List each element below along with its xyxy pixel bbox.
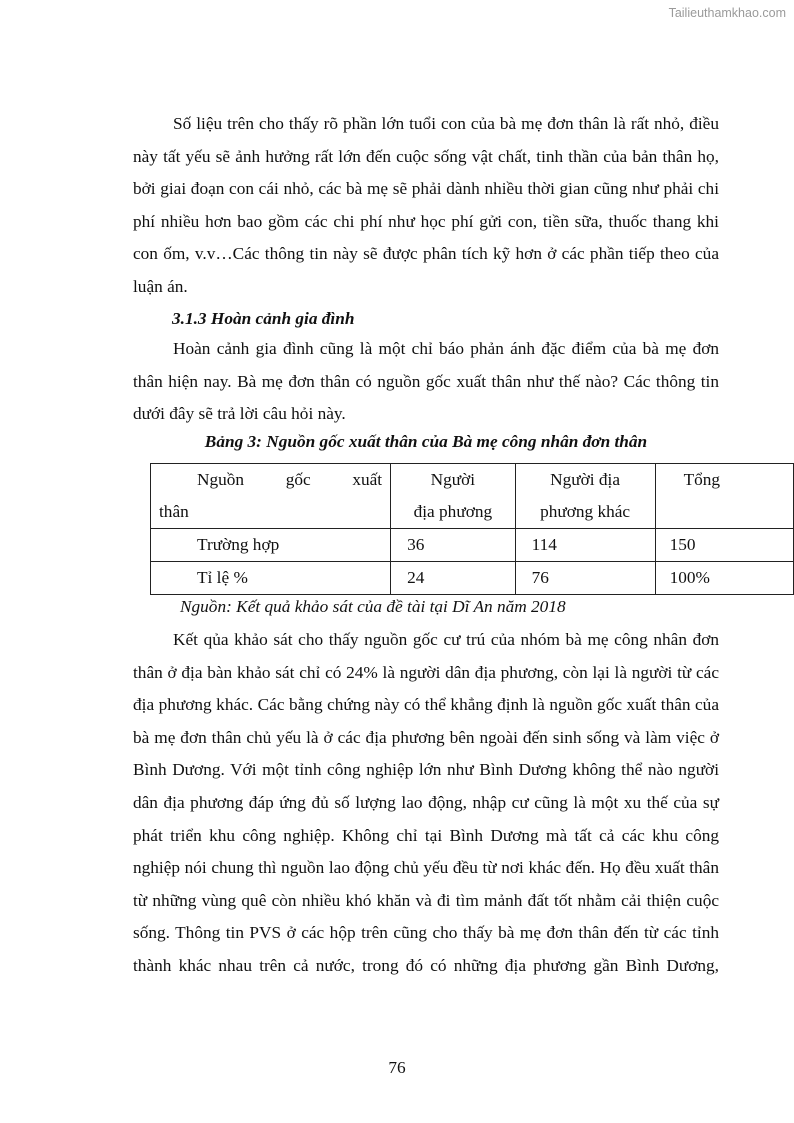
table-row xyxy=(151,562,794,595)
table-row xyxy=(151,529,794,562)
table-header-row xyxy=(151,464,794,529)
page-number: 76 xyxy=(388,1058,406,1077)
header-total: Tổng xyxy=(655,464,793,529)
table-cell: 100% xyxy=(655,562,793,595)
table-caption: Bảng 3: Nguồn gốc xuất thân của Bà mẹ công nhân đơn thân xyxy=(204,432,648,451)
table-cell: Tỉ lệ % xyxy=(151,562,391,595)
paragraph-1: Số liệu trên cho thấy rõ phần lớn tuổi con của bà mẹ đơn thân là rất nhỏ, điều này tất yếu sẽ ảnh hưởng rất lớn đến cuộc sống vật chất, tinh thần của bản thân họ, bởi giai đoạn con cái nhỏ, các bà mẹ sẽ phải dành nhiều thời gian cũng như phải chi phí nhiều hơn bao gồm các chi phí như học phí gửi con, tiền sữa, thuốc thang khi con ốm, v.v…Các thông tin này sẽ được phân tích kỹ hơn ở các phần tiếp theo của luận án. xyxy=(133,114,719,296)
table-cell: 150 xyxy=(655,529,793,562)
section-heading: 3.1.3 Hoàn cảnh gia đình xyxy=(172,309,355,328)
table-cell: 114 xyxy=(515,529,655,562)
paragraph-3: Kết qủa khảo sát cho thấy nguồn gốc cư trú của nhóm bà mẹ công nhân đơn thân ở địa bàn khảo sát chỉ có 24% là người dân địa phương, còn lại là người từ các địa phương khác. Các bằng chứng này có thể khẳng định là nguồn gốc xuất thân của bà mẹ đơn thân chủ yếu là ở các địa phương bên ngoài đến sinh sống và làm việc ở Bình Dương. Với một tỉnh công nghiệp lớn như Bình Dương không thể nào người dân địa phương đáp ứng đủ số lượng lao động, nhập cư cũng là một xu thế của sự phát triển khu công nghiệp. Không chỉ tại Bình Dương mà tất cả các khu công nghiệp nói chung thì nguồn lao động chủ yếu đều từ nơi khác đến. Họ đều xuất thân từ những vùng quê còn nhiều khó khăn và đi tìm mảnh đất tốt nhằm cải thiện cuộc sống. Thông tin PVS ở các hộp trên cũng cho thấy bà mẹ đơn thân đến từ các tỉnh thành khác nhau trên cả nước, trong đó có những địa phương gần Bình Dương, xyxy=(133,630,719,975)
watermark: Tailieuthamkhao.com xyxy=(668,6,786,20)
header-local: Người địa phương xyxy=(391,464,516,529)
header-origin: Nguồn gốc xuất thân xyxy=(151,464,391,529)
table-cell: 24 xyxy=(391,562,516,595)
table-cell: 76 xyxy=(515,562,655,595)
table-cell: 36 xyxy=(391,529,516,562)
table-source: Nguồn: Kết quả khảo sát của đề tài tại Dĩ An năm 2018 xyxy=(180,597,566,616)
table-cell: Trường hợp xyxy=(151,529,391,562)
origin-table xyxy=(150,463,794,595)
paragraph-2: Hoàn cảnh gia đình cũng là một chỉ báo phản ánh đặc điểm của bà mẹ đơn thân hiện nay. Bà mẹ đơn thân có nguồn gốc xuất thân như thế nào? Các thông tin dưới đây sẽ trả lời câu hỏi này. xyxy=(133,339,719,424)
header-other-locality: Người địa phương khác xyxy=(515,464,655,529)
